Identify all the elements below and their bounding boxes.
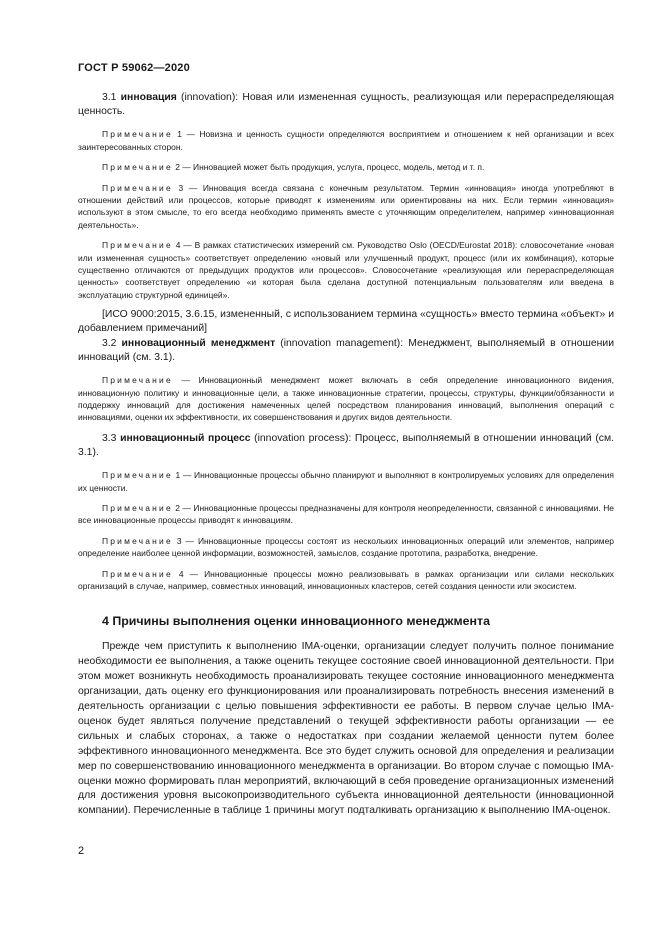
note: Примечание 3 — Инновация всегда связана с конечным результатом. Термин «инновация» иногда употребляют в отношении действий или процессов, которые приводят к изменениям или ориентированы на них. Если термин «инновация» используют в этом смысле, то его всегда необходимо применять вместе с уточняющим определителем, например «инновационная деятельность».: [78, 182, 614, 230]
source-reference: [ИСО 9000:2015, 3.6.15, измененный, с использованием термина «сущность» вместо термина «объект» и добавлением примечаний]: [78, 309, 614, 335]
standard-header: ГОСТ Р 59062—2020: [78, 62, 190, 74]
body-paragraph: Прежде чем приступить к выполнению IMA-оценки, организации следует получить полное понимание необходимости ее выполнения, а также оценить текущее состояние своей инновационной деятельности. При этом может возникнуть необходимость проанализировать текущее состояние инновационного менеджмента организации, дать оценку его функционирования или проанализировать потребность внесения изменений в деятельность организации с целью повышения эффективности ее работы. В первом случае целью IMA-оценок будет являться получение представлений о текущей эффективности работы организации — ее сильных и слабых сторонах, а также о недостатках при создании желаемой ценности путем более эффективного инновационного менеджмента. Все это будет служить основой для определения и реализации мер по совершенствованию инновационного менеджмента в организации. Во втором случае с помощью IMA-оценки можно формировать план мероприятий, включающий в себя проведение организационных изменений для достижения уровня высокопроизводительного субъекта инновационной деятельности (инновационной компании). Перечисленные в таблице 1 причины могут подталкивать организацию к выполнению IMA-оценок.: [78, 641, 614, 817]
term-name: инновационный процесс: [120, 432, 251, 444]
note: Примечание 2 — Инновацией может быть продукция, услуга, процесс, модель, метод и т. п.: [102, 162, 485, 173]
note: Примечание 1 — Новизна и ценность сущности определяются восприятием и отношением к ней организации и всех заинтересованных сторон.: [78, 129, 614, 152]
term-definition: 3.1 инновация (innovation): Новая или измененная сущность, реализующая или перераспределяющая ценность.: [78, 92, 614, 118]
note: Примечание — Инновационный менеджмент может включать в себя определение инновационного видения, инновационную политику и инновационные цели, а также инновационные стратегии, процессы, структуры, функции/обязанности и поддержку инноваций для достижения намеченных целей посредством планирования инноваций, выполнения операций с инновациями, оценки их эффективности, их совершенствования и других видов деятельности.: [78, 375, 614, 423]
note: Примечание 2 — Инновационные процессы предназначены для контроля неопределенности, связанной с инновациями. Не все инновационные процессы приводят к инновациям.: [78, 502, 614, 526]
term-definition: 3.2 инновационный менеджмент (innovation management): Менеджмент, выполняемый в отношении инноваций (см. 3.1).: [78, 337, 615, 363]
note: Примечание 3 — Инновационные процессы состоят из нескольких инновационных операций или элементов, например определение наиболее ценной информации, возможностей, замыслов, создание прототипа, разработка, внедрение.: [78, 535, 614, 559]
note: Примечание 1 — Инновационные процессы обычно планируют и выполняют в контролируемых условиях для определения их ценности.: [78, 470, 614, 493]
page-number: 2: [78, 845, 85, 857]
section-heading: 4 Причины выполнения оценки инновационного менеджмента: [102, 614, 490, 629]
note: Примечание 4 — В рамках статистических измерений см. Руководство Oslo (OECD/Eurostat 2018): словосочетание «новая или измененная сущность» соответствует определению «новый или улучшенный продукт, процесс (или их комбинация), которые существенно отличаются от предыдущих продуктов или процессов». Словосочетание «реализующая или перераспределяющая ценность» соответствует определению «и которая была сделана доступной потенциальным пользователям или введена в эксплуатацию структурной единицей».: [78, 240, 614, 300]
term-name: инновация: [120, 92, 177, 103]
note: Примечание 4 — Инновационные процессы можно реализовывать в рамках организации или силами нескольких организаций в случае, например, совместных инноваций, инновационных кластеров, сетей создания ценности или экосистем.: [78, 568, 614, 591]
term-name: инновационный менеджмент: [121, 337, 276, 349]
page-content: [78, 91, 614, 819]
term-definition: 3.3 инновационный процесс (innovation process): Процесс, выполняемый в отношении инноваций (см. 3.1).: [78, 432, 615, 458]
